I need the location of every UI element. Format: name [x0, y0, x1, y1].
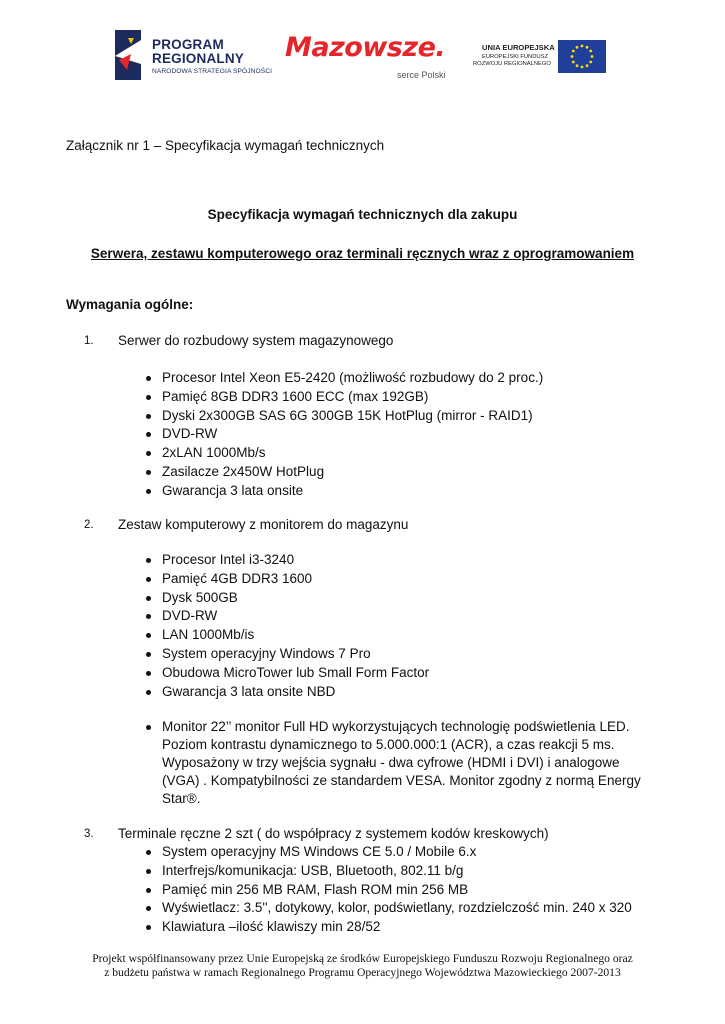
list-item: Klawiatura –ilość klawiszy min 28/52 [162, 918, 632, 937]
section-3-number: 3. [84, 828, 94, 840]
footer-line-1: Projekt współfinansowany przez Unie Europejską ze środków Europejskiego Funduszu Rozwoju Regionalnego oraz [92, 952, 633, 965]
eu-logo-line1: UNIA EUROPEJSKA [482, 43, 555, 52]
eu-logo [470, 40, 610, 74]
attachment-label: Załącznik nr 1 – Specyfikacja wymagań technicznych [66, 138, 385, 153]
list-item: DVD-RW [162, 607, 429, 626]
list-item: Pamięć 4GB DDR3 1600 [162, 570, 429, 589]
list-item: Procesor Intel i3-3240 [162, 551, 429, 570]
footer-line-2: z budżetu państwa w ramach Regionalnego Programu Operacyjnego Województwa Mazowieckiego 2007-2013 [104, 966, 621, 979]
list-item: Pamięć min 256 MB RAM, Flash ROM min 256 MB [162, 881, 632, 900]
section-3-title: Terminale ręczne 2 szt ( do współpracy z systemem kodów kreskowych) [118, 826, 549, 841]
section-2-list [162, 551, 429, 701]
list-item: Gwarancja 3 lata onsite NBD [162, 683, 429, 702]
mazowsze-logo [285, 32, 446, 86]
section-1-title: Serwer do rozbudowy system magazynowego [118, 333, 394, 348]
list-item: Dyski 2x300GB SAS 6G 300GB 15K HotPlug (mirror - RAID1) [162, 407, 543, 426]
list-item: Dysk 500GB [162, 589, 429, 608]
eu-logo-line3: ROZWOJU REGIONALNEGO [473, 61, 551, 67]
section-1-list [162, 369, 543, 501]
general-requirements-heading: Wymagania ogólne: [66, 297, 194, 312]
eu-flag-icon [558, 40, 606, 73]
list-item: LAN 1000Mb/is [162, 626, 429, 645]
list-item: Procesor Intel Xeon E5-2420 (możliwość rozbudowy do 2 proc.) [162, 369, 543, 388]
program-logo-line1: PROGRAM [152, 37, 224, 52]
program-regionalny-emblem-icon [113, 30, 143, 80]
mazowsze-logo-tagline: serce Polski [397, 70, 446, 80]
document-subtitle: Serwera, zestawu komputerowego oraz terminali ręcznych wraz z oprogramowaniem [90, 246, 635, 261]
document-title: Specyfikacja wymagań technicznych dla zakupu [207, 207, 518, 222]
list-item: Zasilacze 2x450W HotPlug [162, 463, 543, 482]
section-3-list [162, 843, 632, 937]
section-1-number: 1. [84, 335, 94, 347]
list-item: Interfrejs/komunikacja: USB, Bluetooth, 802.11 b/g [162, 862, 632, 881]
program-logo-line3: NARODOWA STRATEGIA SPÓJNOŚCI [152, 68, 273, 75]
eu-logo-line2: EUROPEJSKI FUNDUSZ [482, 54, 549, 60]
footer [0, 952, 725, 980]
section-2-title: Zestaw komputerowy z monitorem do magazynu [118, 517, 409, 532]
list-item: Wyświetlacz: 3.5'', dotykowy, kolor, podświetlany, rozdzielczość min. 240 x 320 [162, 899, 632, 918]
list-item: Gwarancja 3 lata onsite [162, 482, 543, 501]
program-regionalny-logo [113, 30, 273, 82]
program-logo-line2: REGIONALNY [152, 51, 245, 66]
list-item: System operacyjny Windows 7 Pro [162, 645, 429, 664]
mazowsze-logo-word: Mazowsze. [285, 32, 446, 63]
monitor-description: Monitor 22’’ monitor Full HD wykorzystujących technologię podświetlenia LED. Poziom kontrastu dynamicznego to 5.000.000:1 (ACR), a czas reakcji 5 ms. Wyposażony w trzy wejścia sygnału - dwa cyfrowe (HDMI i DVI) i analogowe (VGA) . Kompatybilności ze standardem VESA. Monitor zgodny z normą Energy Star®. [162, 718, 652, 808]
list-item: Obudowa MicroTower lub Small Form Factor [162, 664, 429, 683]
list-item: Pamięć 8GB DDR3 1600 ECC (max 192GB) [162, 388, 543, 407]
list-item: 2xLAN 1000Mb/s [162, 444, 543, 463]
list-item: DVD-RW [162, 425, 543, 444]
list-item: System operacyjny MS Windows CE 5.0 / Mobile 6.x [162, 843, 632, 862]
section-2-number: 2. [84, 519, 94, 531]
